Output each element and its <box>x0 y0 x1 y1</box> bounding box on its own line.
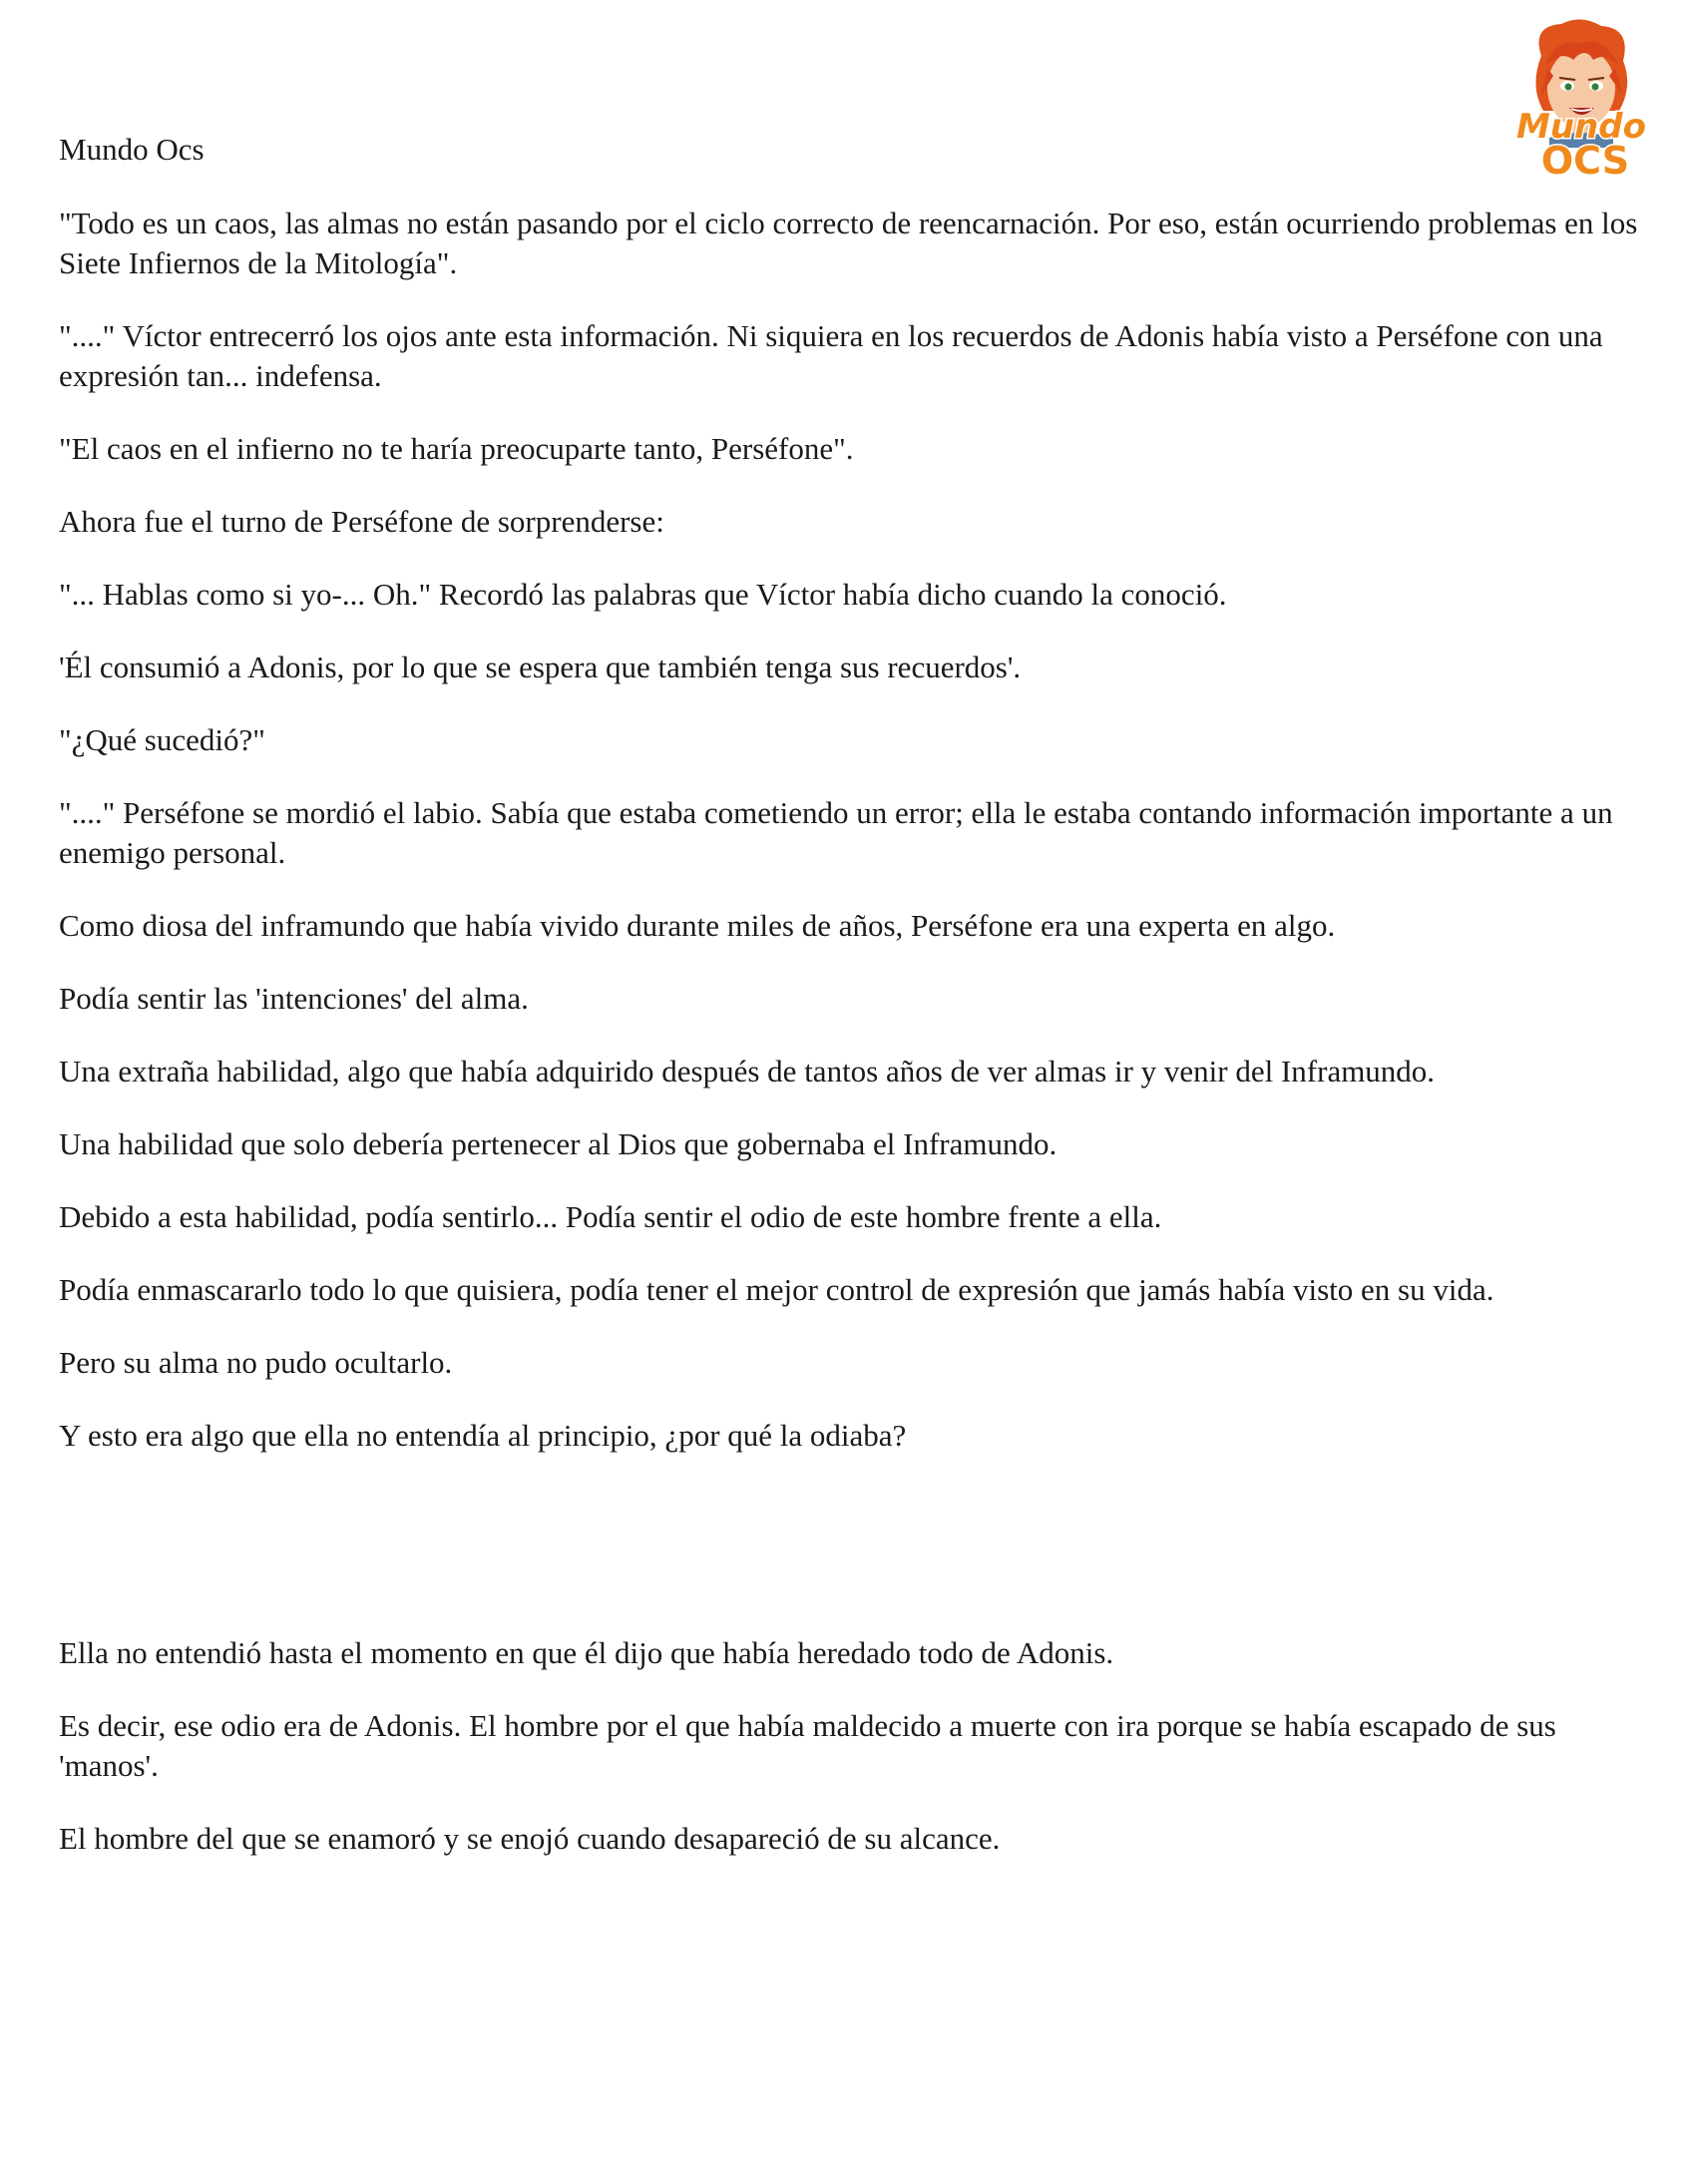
paragraph: 'Él consumió a Adonis, por lo que se espera que también tenga sus recuerdos'. <box>59 650 1022 684</box>
paragraph: "...." Perséfone se mordió el labio. Sabía que estaba cometiendo un error; ella le estaba contando información importante a un enemigo personal. <box>59 795 1613 870</box>
site-header-label: Mundo Ocs <box>59 132 205 167</box>
paragraph: "Todo es un caos, las almas no están pasando por el ciclo correcto de reencarnación. Por eso, están ocurriendo problemas en los Siete Infiernos de la Mitología". <box>59 206 1638 280</box>
mundo-ocs-logo <box>1501 16 1661 186</box>
paragraph: Podía enmascararlo todo lo que quisiera, podía tener el mejor control de expresión que jamás había visto en su vida. <box>59 1272 1494 1307</box>
paragraph: Es decir, ese odio era de Adonis. El hombre por el que había maldecido a muerte con ira porque se había escapado de sus 'manos'. <box>59 1708 1556 1783</box>
logo-text-bottom: OCS <box>1540 139 1630 183</box>
chapter-body <box>59 204 1645 1892</box>
paragraph: Ahora fue el turno de Perséfone de sorprenderse: <box>59 504 664 539</box>
paragraph: Debido a esta habilidad, podía sentirlo... Podía sentir el odio de este hombre frente a ella. <box>59 1199 1162 1234</box>
paragraph: Una extraña habilidad, algo que había adquirido después de tantos años de ver almas ir y venir del Inframundo. <box>59 1054 1436 1089</box>
logo-graphic <box>1501 16 1661 186</box>
paragraph: Podía sentir las 'intenciones' del alma. <box>59 981 529 1016</box>
paragraph: "El caos en el infierno no te haría preocuparte tanto, Perséfone". <box>59 431 854 466</box>
paragraph: Ella no entendió hasta el momento en que él dijo que había heredado todo de Adonis. <box>59 1635 1114 1670</box>
paragraph: El hombre del que se enamoró y se enojó cuando desapareció de su alcance. <box>59 1821 1001 1856</box>
paragraph: Pero su alma no pudo ocultarlo. <box>59 1345 453 1380</box>
logo-text-top: Mundo <box>1516 107 1646 147</box>
paragraph: Una habilidad que solo debería pertenecer al Dios que gobernaba el Inframundo. <box>59 1126 1057 1161</box>
paragraph: Como diosa del inframundo que había vivido durante miles de años, Perséfone era una experta en algo. <box>59 908 1336 943</box>
paragraph: "... Hablas como si yo-... Oh." Recordó las palabras que Víctor había dicho cuando la conoció. <box>59 577 1227 612</box>
paragraph: Y esto era algo que ella no entendía al principio, ¿por qué la odiaba? <box>59 1418 907 1453</box>
paragraph: "...." Víctor entrecerró los ojos ante esta información. Ni siquiera en los recuerdos de Adonis había visto a Perséfone con una expresión tan... indefensa. <box>59 318 1603 393</box>
paragraph: "¿Qué sucedió?" <box>59 722 265 757</box>
